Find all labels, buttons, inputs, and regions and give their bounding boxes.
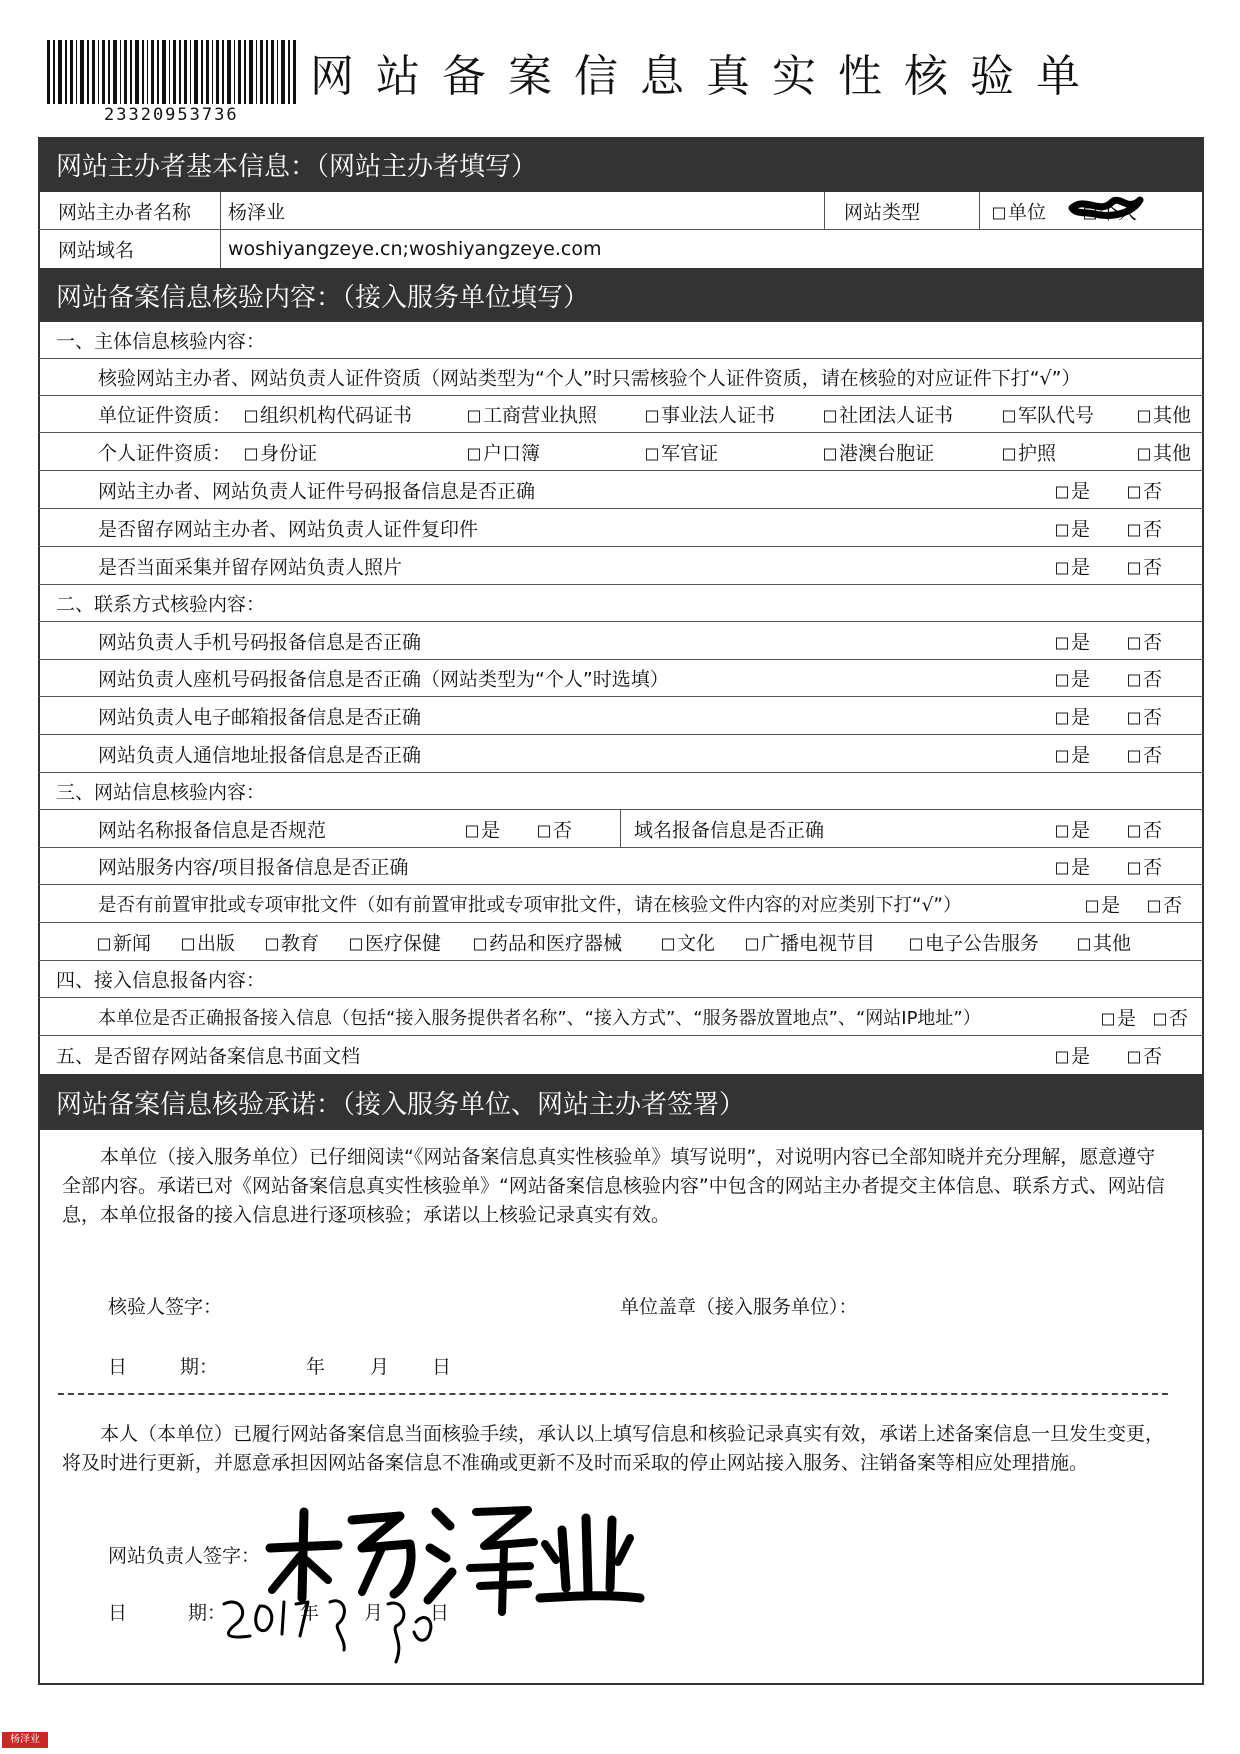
no-option[interactable]: 否 xyxy=(1128,815,1162,842)
date-label-ri: 日 xyxy=(108,1356,128,1378)
checkbox-icon xyxy=(182,938,194,950)
checkbox-icon xyxy=(1056,863,1068,875)
checkbox-icon xyxy=(1128,712,1140,724)
subsection-title: 一、主体信息核验内容： xyxy=(56,330,266,353)
checkbox-icon xyxy=(1078,938,1090,950)
section-header-basic-info xyxy=(38,137,1204,192)
date-label-qi: 期： xyxy=(180,1356,219,1378)
access-heading-row xyxy=(38,961,1204,998)
site-heading-row xyxy=(38,773,1204,810)
question-row xyxy=(38,660,1204,697)
approval-option[interactable]: 药品和医疗器械 xyxy=(474,928,622,955)
checkbox-icon xyxy=(1084,207,1096,219)
checkbox-icon xyxy=(1056,562,1068,574)
section-header-text: 网站备案信息核验承诺：（接入服务单位、网站主办者签署） xyxy=(56,1089,746,1120)
unit-cert-row xyxy=(38,396,1204,433)
checkbox-icon xyxy=(1138,448,1150,460)
question-row xyxy=(38,998,1204,1036)
subsection-title: 四、接入信息报备内容： xyxy=(56,969,266,992)
checkbox-icon xyxy=(1128,486,1140,498)
checkbox-icon xyxy=(1128,825,1140,837)
date-year-label: 年 xyxy=(300,1602,320,1624)
date-label-qi: 期： xyxy=(188,1602,227,1624)
question-text: 网站服务内容/项目报备信息是否正确 xyxy=(98,856,409,879)
checkbox-icon xyxy=(993,207,1005,219)
question-text: 是否留存网站主办者、网站负责人证件复印件 xyxy=(98,518,479,540)
approval-option[interactable]: 电子公告服务 xyxy=(910,928,1039,955)
approval-option[interactable]: 教育 xyxy=(266,928,319,955)
owner-sign-label: 网站负责人签字： xyxy=(108,1545,261,1567)
checkbox-icon xyxy=(1128,750,1140,762)
question-text: 本单位是否正确报备接入信息（包括“接入服务提供者名称”、“接入方式”、“服务器放置地点”、“网站IP地址”） xyxy=(98,1007,981,1029)
cert-intro-text: 核验网站主办者、网站负责人证件资质（网站类型为“个人”时只需核验个人证件资质，请在核验的对应证件下打“√”） xyxy=(98,367,1081,390)
owner-name-value: 杨泽业 xyxy=(228,201,286,223)
owner-name-row xyxy=(38,192,1204,230)
date-day-label: 日 xyxy=(432,1356,452,1378)
checkbox-icon xyxy=(350,938,362,950)
date-day-label: 日 xyxy=(430,1602,450,1624)
checkbox-icon xyxy=(1056,712,1068,724)
checkbox-icon xyxy=(1138,411,1150,423)
yes-option[interactable]: 是 xyxy=(466,815,500,842)
yes-option[interactable]: 是 xyxy=(1056,514,1090,541)
checkbox-icon xyxy=(266,938,278,950)
checkbox-icon xyxy=(1003,411,1015,423)
approval-option[interactable]: 广播电视节目 xyxy=(746,928,875,955)
yes-option[interactable]: 是 xyxy=(1056,476,1090,503)
yes-option[interactable]: 是 xyxy=(1056,627,1090,654)
checkbox-icon xyxy=(1056,637,1068,649)
no-option[interactable]: 否 xyxy=(1128,514,1162,541)
personal-cert-option[interactable]: 身份证 xyxy=(245,438,317,465)
date-year-label: 年 xyxy=(306,1356,326,1378)
question-row xyxy=(38,848,1204,885)
no-option[interactable]: 否 xyxy=(1128,702,1162,729)
checkbox-icon xyxy=(824,411,836,423)
section-header-verification xyxy=(38,268,1204,322)
checkbox-icon xyxy=(646,448,658,460)
checkbox-icon xyxy=(1056,675,1068,687)
personal-cert-label: 个人证件资质： xyxy=(98,442,232,464)
checkbox-icon xyxy=(1102,1013,1114,1025)
checkbox-icon xyxy=(474,938,486,950)
checkbox-icon xyxy=(1128,675,1140,687)
watermark-seal: 杨泽业 xyxy=(2,1732,48,1748)
yes-option[interactable]: 是 xyxy=(1056,665,1090,692)
date-label-ri: 日 xyxy=(108,1602,128,1624)
date-month-label: 月 xyxy=(370,1356,390,1378)
question-row xyxy=(38,1036,1204,1074)
question-row xyxy=(38,622,1204,660)
yes-option[interactable]: 是 xyxy=(1056,552,1090,579)
yes-option[interactable]: 是 xyxy=(1086,890,1120,917)
no-option[interactable]: 否 xyxy=(1154,1003,1188,1030)
section-header-commitment xyxy=(38,1074,1204,1130)
barcode-number: 23320953736 xyxy=(104,105,239,125)
no-option[interactable]: 否 xyxy=(1128,552,1162,579)
checkbox-icon xyxy=(662,938,674,950)
question-row xyxy=(38,509,1204,547)
checkbox-icon xyxy=(538,825,550,837)
question-text: 是否当面采集并留存网站负责人照片 xyxy=(98,556,403,578)
commitment-paragraph: 本单位（接入服务单位）已仔细阅读“《网站备案信息真实性核验单》填写说明”，对说明内容已全部知晓并充分理解，愿意遵守全部内容。承诺已对《网站备案信息真实性核验单》“网站备案信息核验内容”中包含的网站主办者提交主体信息、联系方式、网站信息，本单位报备的接入信息进行逐项核验；承诺以上核验记录真实有效。 xyxy=(62,1146,1165,1226)
question-row xyxy=(38,471,1204,509)
checkbox-icon xyxy=(468,411,480,423)
checkbox-icon xyxy=(1056,1052,1068,1064)
checkbox-icon xyxy=(746,938,758,950)
approval-option[interactable]: 出版 xyxy=(182,928,235,955)
checkbox-icon xyxy=(824,448,836,460)
question-text: 网站负责人电子邮箱报备信息是否正确 xyxy=(98,706,422,728)
no-option[interactable]: 否 xyxy=(1128,665,1162,692)
domain-value: woshiyangzeye.cn;woshiyangzeye.com xyxy=(228,238,602,260)
divider xyxy=(58,1393,1168,1395)
checkbox-icon xyxy=(910,938,922,950)
owner-name-label: 网站主办者名称 xyxy=(58,201,192,223)
checkbox-icon xyxy=(1128,863,1140,875)
no-option[interactable]: 否 xyxy=(1128,853,1162,880)
question-row xyxy=(38,885,1204,923)
question-row xyxy=(38,735,1204,773)
barcode-image xyxy=(47,40,297,104)
checkbox-icon xyxy=(1056,486,1068,498)
checkbox-icon xyxy=(1056,825,1068,837)
yes-option[interactable]: 是 xyxy=(1056,740,1090,767)
unit-cert-option[interactable]: 工商营业执照 xyxy=(468,401,597,428)
approval-option[interactable]: 文化 xyxy=(662,928,715,955)
checkbox-icon xyxy=(1154,1013,1166,1025)
checkbox-icon xyxy=(245,411,257,423)
question-row xyxy=(38,547,1204,585)
yes-option[interactable]: 是 xyxy=(1056,702,1090,729)
unit-cert-option[interactable]: 事业法人证书 xyxy=(646,401,775,428)
question-text: 是否有前置审批或专项审批文件（如有前置审批或专项审批文件，请在核验文件内容的对应类别下打“√”） xyxy=(98,894,962,916)
site-type-label: 网站类型 xyxy=(844,201,921,223)
no-option[interactable]: 否 xyxy=(538,815,572,842)
unit-cert-option[interactable]: 社团法人证书 xyxy=(824,401,953,428)
verifier-sign-label: 核验人签字： xyxy=(108,1296,223,1318)
checkbox-icon xyxy=(1128,524,1140,536)
checkbox-icon xyxy=(1056,524,1068,536)
unit-cert-option[interactable]: 军队代号 xyxy=(1003,401,1094,428)
yes-option[interactable]: 是 xyxy=(1056,1042,1090,1069)
checkbox-icon xyxy=(1086,900,1098,912)
contact-heading-row xyxy=(38,585,1204,622)
question-row xyxy=(38,697,1204,735)
checkbox-icon xyxy=(1003,448,1015,460)
subsection-title: 二、联系方式核验内容： xyxy=(56,593,266,616)
question-text: 域名报备信息是否正确 xyxy=(634,819,825,841)
personal-cert-option[interactable]: 军官证 xyxy=(646,438,718,465)
approval-types-row xyxy=(38,923,1204,961)
checkbox-icon xyxy=(1056,750,1068,762)
question-text: 网站负责人座机号码报备信息是否正确（网站类型为“个人”时选填） xyxy=(98,668,669,691)
yes-option[interactable]: 是 xyxy=(1056,853,1090,880)
site-type-unit-option[interactable]: 单位 xyxy=(993,197,1046,224)
checkbox-icon xyxy=(466,825,478,837)
date-month-label: 月 xyxy=(364,1602,384,1624)
question-text: 五、是否留存网站备案信息书面文档 xyxy=(56,1045,361,1068)
document-title: 网站备案信息真实性核验单 xyxy=(310,51,1102,102)
domain-label: 网站域名 xyxy=(58,239,135,262)
unit-cert-option[interactable]: 其他 xyxy=(1138,401,1191,428)
yes-option[interactable]: 是 xyxy=(1056,815,1090,842)
checkbox-icon xyxy=(1128,562,1140,574)
unit-cert-label: 单位证件资质： xyxy=(98,404,232,427)
owner-commitment-paragraph: 本人（本单位）已履行网站备案信息当面核验手续，承认以上填写信息和核验记录真实有效，承诺上述备案信息一旦发生变更，将及时进行更新，并愿意承担因网站备案信息不准确或更新不及时而采取的停止网站接入服务、注销备案等相应处理措施。 xyxy=(62,1423,1165,1474)
approval-option[interactable]: 其他 xyxy=(1078,928,1131,955)
site-type-personal-option[interactable]: 个人 xyxy=(1084,197,1137,224)
personal-cert-option[interactable]: 其他 xyxy=(1138,438,1191,465)
no-option[interactable]: 否 xyxy=(1128,476,1162,503)
no-option[interactable]: 否 xyxy=(1128,740,1162,767)
personal-cert-row xyxy=(38,433,1204,471)
question-text: 网站负责人通信地址报备信息是否正确 xyxy=(98,744,422,766)
checkbox-icon xyxy=(98,938,110,950)
subsection-title: 三、网站信息核验内容： xyxy=(56,781,266,804)
no-option[interactable]: 否 xyxy=(1128,627,1162,654)
no-option[interactable]: 否 xyxy=(1148,890,1182,917)
checkbox-icon xyxy=(646,411,658,423)
unit-cert-option[interactable]: 组织机构代码证书 xyxy=(245,401,412,428)
question-row xyxy=(38,810,1204,848)
personal-cert-option[interactable]: 港澳台胞证 xyxy=(824,438,934,465)
approval-option[interactable]: 医疗保健 xyxy=(350,928,441,955)
section-header-text: 网站备案信息核验内容：（接入服务单位填写） xyxy=(56,282,590,313)
section-header-text: 网站主办者基本信息：（网站主办者填写） xyxy=(56,152,538,182)
checkbox-icon xyxy=(245,448,257,460)
checkbox-icon xyxy=(1128,637,1140,649)
domain-row xyxy=(38,230,1204,268)
checkbox-icon xyxy=(1148,900,1160,912)
question-text: 网站主办者、网站负责人证件号码报备信息是否正确 xyxy=(98,480,536,502)
yes-option[interactable]: 是 xyxy=(1102,1003,1136,1030)
question-text: 网站负责人手机号码报备信息是否正确 xyxy=(98,631,422,653)
personal-cert-option[interactable]: 护照 xyxy=(1003,438,1056,465)
subject-heading-row xyxy=(38,322,1204,359)
checkbox-icon xyxy=(1128,1052,1140,1064)
cert-intro-row xyxy=(38,359,1204,396)
checkbox-icon xyxy=(468,448,480,460)
stamp-label: 单位盖章（接入服务单位）： xyxy=(620,1296,858,1318)
personal-cert-option[interactable]: 户口簿 xyxy=(468,438,540,465)
no-option[interactable]: 否 xyxy=(1128,1042,1162,1069)
approval-option[interactable]: 新闻 xyxy=(98,928,151,955)
question-text: 网站名称报备信息是否规范 xyxy=(98,819,327,841)
